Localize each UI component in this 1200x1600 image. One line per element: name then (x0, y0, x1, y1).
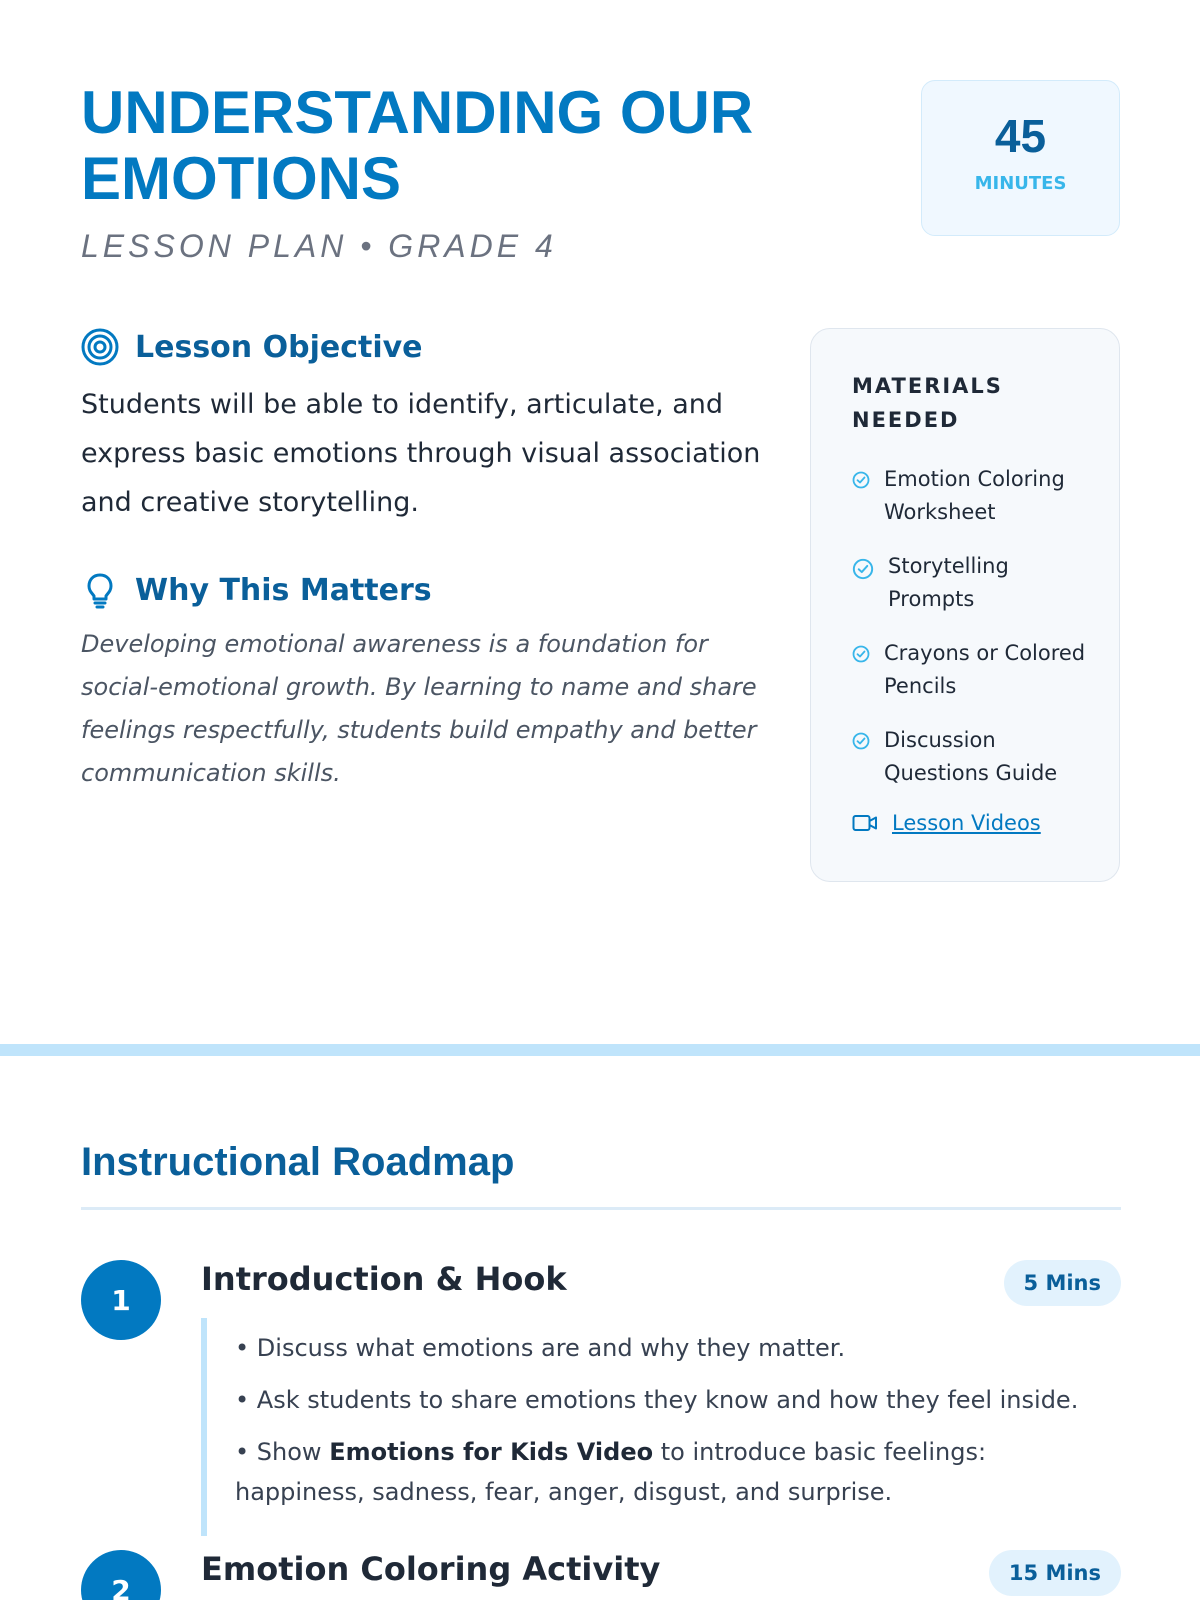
lesson-videos-label[interactable]: Lesson Videos (892, 811, 1041, 835)
why-text: Developing emotional awareness is a foundation for social-emotional growth. By learning to name and share feelings respectfully, students build empathy and better communication skills. (81, 630, 757, 787)
step-number: 1 (81, 1260, 161, 1340)
video-icon (852, 814, 878, 832)
lesson-videos-link[interactable] (852, 811, 1089, 835)
material-item (852, 637, 1089, 703)
target-icon (81, 328, 119, 366)
lesson-header (81, 80, 801, 265)
objective-heading (81, 328, 771, 366)
objective-heading-label: Lesson Objective (135, 329, 423, 365)
material-label: Storytelling Prompts (888, 554, 1009, 611)
instructional-roadmap (81, 1140, 1121, 1600)
material-item (852, 463, 1089, 529)
step-bullet: • Show Emotions for Kids Video to introduce basic feelings: happiness, sadness, fear, anger, disgust, and surprise. (235, 1438, 987, 1506)
roadmap-title: Instructional Roadmap (81, 1140, 1121, 1210)
lesson-subtitle: LESSON PLAN • GRADE 4 (81, 228, 557, 264)
step-bullet: • Discuss what emotions are and why they matter. (235, 1334, 846, 1362)
material-label: Crayons or Colored Pencils (884, 641, 1086, 698)
step-bullet: • Ask students to share emotions they know and how they feel inside. (235, 1386, 1079, 1414)
material-item (852, 550, 1089, 616)
objective-text: Students will be able to identify, articulate, and express basic emotions through visual association and creative storytelling. (81, 389, 761, 518)
materials-list (852, 463, 1089, 790)
duration-badge (921, 80, 1120, 236)
check-circle-icon (852, 732, 870, 750)
step-bullet-text: Discuss what emotions are and why they matter. (256, 1334, 846, 1362)
lightbulb-icon (81, 571, 119, 609)
materials-title: MATERIALS NEEDED (852, 374, 1003, 432)
step-body (201, 1318, 1121, 1536)
section-divider (0, 1044, 1200, 1056)
step-bullet-text: Show (256, 1438, 330, 1466)
step-number: 2 (81, 1550, 161, 1600)
emotions-video-reference: Emotions for Kids Video (329, 1438, 654, 1466)
step-bullet-text: Ask students to share emotions they know and how they feel inside. (256, 1386, 1079, 1414)
step-time-badge: 5 Mins (1004, 1260, 1121, 1306)
material-label: Emotion Coloring Worksheet (884, 467, 1065, 524)
material-label: Discussion Questions Guide (884, 728, 1058, 785)
lesson-title: UNDERSTANDING OUR EMOTIONS (81, 79, 754, 212)
check-circle-icon (852, 471, 870, 489)
why-heading (81, 571, 771, 609)
step-time-badge: 15 Mins (989, 1550, 1121, 1596)
duration-value: 45 (994, 110, 1047, 162)
materials-card (810, 328, 1120, 882)
check-circle-icon (852, 645, 870, 663)
step-bullet-text: to introduce basic feelings: happiness, sadness, fear, anger, disgust, and surprise. (235, 1438, 987, 1506)
step-title: Emotion Coloring Activity (201, 1550, 661, 1588)
duration-unit: MINUTES (974, 173, 1067, 194)
lesson-overview (81, 328, 771, 795)
why-heading-label: Why This Matters (135, 572, 432, 608)
step-title: Introduction & Hook (201, 1260, 567, 1298)
material-item (852, 724, 1089, 790)
check-circle-icon (852, 558, 874, 580)
